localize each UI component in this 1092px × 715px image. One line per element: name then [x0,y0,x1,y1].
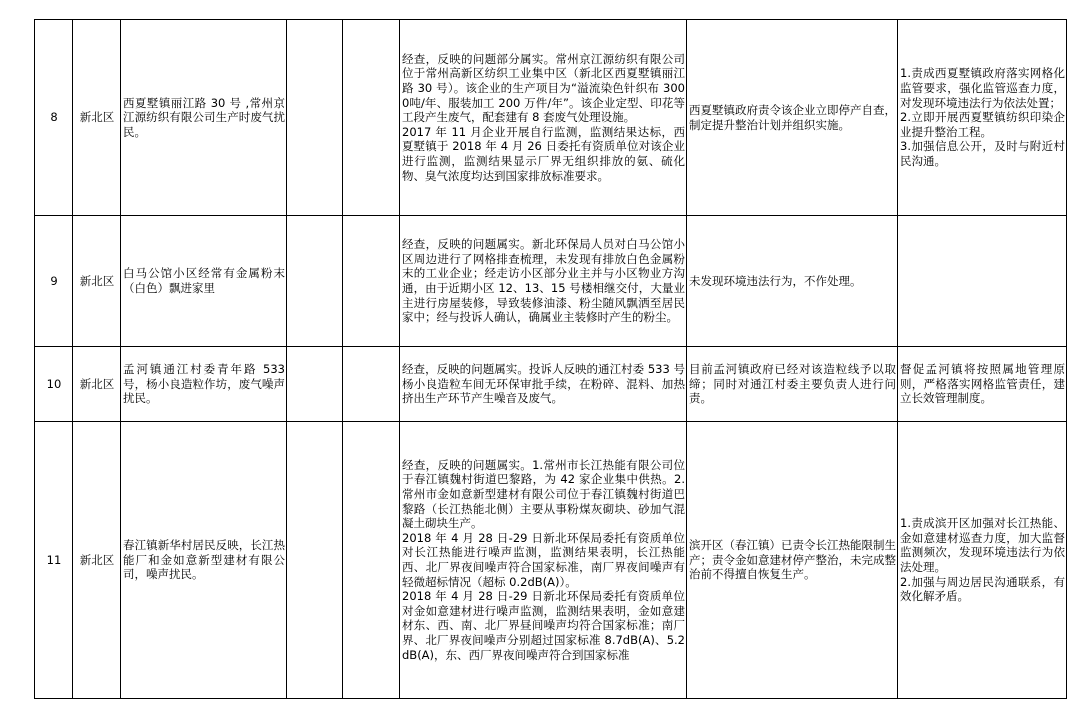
action-cell: 滨开区（春江镇）已责令长江热能限制生产；责令金如意建材停产整治，未完成整治前不得擅自恢复生产。 [687,422,898,699]
complaint-cell: 孟河镇通江村委青年路 533 号，杨小良造粒作坊，废气噪声扰民。 [121,347,287,422]
findings-cell: 经查，反映的问题属实。新北环保局人员对白马公馆小区周边进行了网格排查梳理，未发现有排放白色金属粉末的工业企业；经走访小区部分业主并与小区物业方沟通，由于近期小区 12、13、15 号楼相继交付，大量业主进行房屋装修，导致装修油漆、粉尘随风飘洒至居民家中；经与投诉人确认，确属业主装修时产生的粉尘。 [400,216,687,347]
row-number: 11 [35,422,73,699]
empty-cell [287,20,343,216]
empty-cell [287,216,343,347]
table-row [35,20,1067,216]
findings-cell: 经查，反映的问题属实。1.常州市长江热能有限公司位于春江镇魏村街道巴黎路，为 42 家企业集中供热。2.常州市金如意新型建材有限公司位于春江镇魏村街道巴黎路（长江热能北侧）主要从事粉煤灰砌块、砂加气混凝土砌块生产。 2018 年 4 月 28 日-29 日新北环保局委托有资质单位对长江热能进行噪声监测，监测结果表明，长江热能西、北厂界夜间噪声符合国家标准，南厂界夜间噪声有轻微超标情况（超标 0.2dB(A)）。 2018 年 4 月 28 日-29 日新北环保局委托有资质单位对金如意建材进行噪声监测，监测结果表明，金如意建材东、西、南、北厂界昼间噪声均符合国家标准；南厂界、北厂界夜间噪声分别超过国家标准 8.7dB(A)、5.2dB(A)，东、西厂界夜间噪声符合到国家标准 [400,422,687,699]
table-row [35,422,1067,699]
measures-cell: 1.责成西夏墅镇政府落实网格化监管要求，强化监管巡查力度，对发现环境违法行为依法处置； 2.立即开展西夏墅镇纺织印染企业提升整治工程。 3.加强信息公开，及时与附近村民沟通。 [898,20,1067,216]
empty-cell [287,422,343,699]
row-number: 10 [35,347,73,422]
empty-cell [343,347,400,422]
district-cell: 新北区 [73,422,121,699]
empty-cell [343,20,400,216]
action-cell: 西夏墅镇政府责令该企业立即停产自查，制定提升整治计划并组织实施。 [687,20,898,216]
action-cell: 目前孟河镇政府已经对该造粒线予以取缔；同时对通江村委主要负责人进行问责。 [687,347,898,422]
row-number: 8 [35,20,73,216]
measures-cell [898,216,1067,347]
measures-cell: 督促孟河镇将按照属地管理原则，严格落实网格监管责任，建立长效管理制度。 [898,347,1067,422]
table-row [35,216,1067,347]
complaint-cell: 春江镇新华村居民反映，长江热能厂和金如意新型建材有限公司，噪声扰民。 [121,422,287,699]
table-row [35,347,1067,422]
measures-cell: 1.责成滨开区加强对长江热能、金如意建材巡查力度，加大监督监测频次，发现环境违法行为依法处理。 2.加强与周边居民沟通联系，有效化解矛盾。 [898,422,1067,699]
complaint-table [34,19,1067,699]
action-cell: 未发现环境违法行为，不作处理。 [687,216,898,347]
row-number: 9 [35,216,73,347]
empty-cell [343,422,400,699]
district-cell: 新北区 [73,347,121,422]
empty-cell [287,347,343,422]
district-cell: 新北区 [73,20,121,216]
complaint-cell: 白马公馆小区经常有金属粉末（白色）飘进家里 [121,216,287,347]
district-cell: 新北区 [73,216,121,347]
findings-cell: 经查，反映的问题部分属实。常州京江源纺织有限公司位于常州高新区纺织工业集中区（新北区西夏墅镇丽江路 30 号）。该企业的生产项目为“溢流染色针织布 3000吨/年、服装加工 200 万件/年”。该企业定型、印花等工段产生废气，配套建有 8 套废气处理设施。 2017 年 11 月企业开展自行监测，监测结果达标，西夏墅镇于 2018 年 4 月 26 日委托有资质单位对该企业进行监测，监测结果显示厂界无组织排放的氨、硫化物、臭气浓度均达到国家排放标准要求。 [400,20,687,216]
empty-cell [343,216,400,347]
complaint-cell: 西夏墅镇丽江路 30 号 ,常州京江源纺织有限公司生产时废气扰民。 [121,20,287,216]
findings-cell: 经查，反映的问题属实。投诉人反映的通江村委 533 号杨小良造粒车间无环保审批手续，在粉碎、混料、加热挤出生产环节产生噪音及废气。 [400,347,687,422]
